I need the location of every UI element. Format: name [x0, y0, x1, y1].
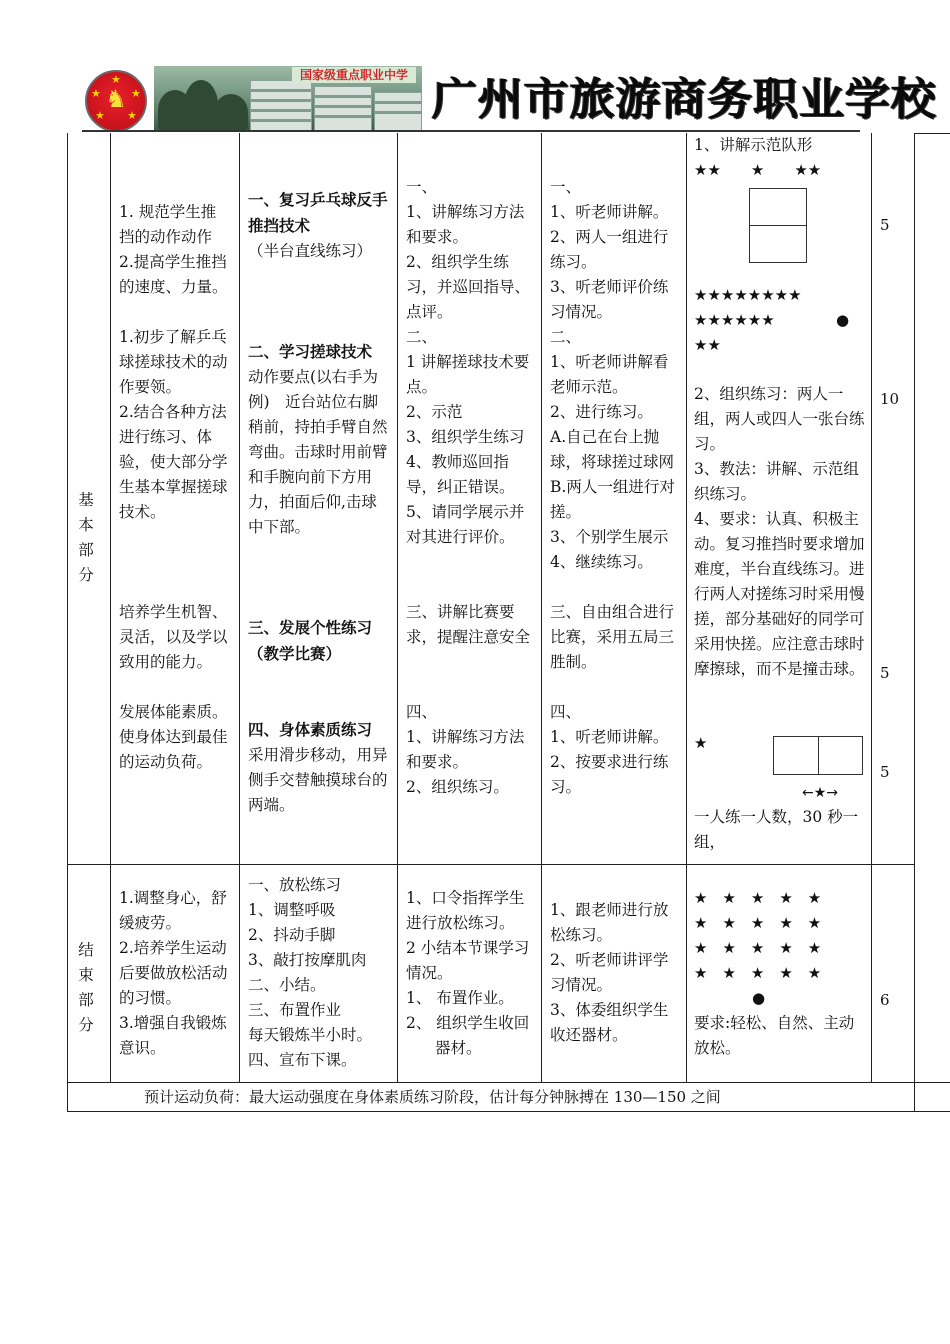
school-name: 广州市旅游商务职业学校: [432, 74, 937, 125]
basic-organization: 1、讲解示范队形 ★★ ★ ★★: [694, 133, 866, 183]
end-stars-row: ★ ★ ★ ★ ★: [694, 964, 822, 982]
content-title-3: 三、发展个性练习（教学比赛）: [248, 618, 373, 663]
end-formation: [694, 886, 866, 1011]
time-c3: 5: [880, 664, 890, 682]
basic-student-activities: 一、 1、听老师讲解。 2、两人一组进行练习。 3、听老师评价练习情况。 二、 1、听老师讲解看老师示范。 2、进行练习。 A.自己在台上抛球，将球搓过球网 B.两人一组进行对搓。 3、个别学生展示 4、继续练习。 三、自由组合进行比赛，采用五局三胜制。 四、 1、听老师讲解。 2、按要求进行练习。: [550, 178, 675, 796]
load-estimate-note: 预计运动负荷：最大运动强度在身体素质练习阶段，估计每分钟脉搏在 130—150 之间: [144, 1088, 721, 1106]
basic-content: 一、复习乒乓球反手推挡技术 （半台直线练习） 二、学习搓球技术 动作要点(以右手为例) 近台站位右脚稍前，持拍手臂自然弯曲。击球时用前臂和手腕向前下方用力，拍面后仰,击球中下部。 三、发展个性练习（教学比赛） 四、身体素质练习 采用滑步移动，用异侧手交替触摸球台的两端。: [248, 190, 388, 814]
content-title-2: 二、学习搓球技术: [248, 342, 373, 361]
formation-stars-row-2: ★★★★★★★★: [694, 286, 802, 304]
horse-icon: ♞: [105, 85, 127, 113]
end-goals: 1.调整身心，舒缓疲劳。 2.培养学生运动后要做放松活动的习惯。 3.增强自我锻炼意识。: [119, 889, 228, 1057]
formation-stars-block: [694, 283, 866, 358]
formation-stars-row-4: ★★: [694, 336, 721, 354]
formation-stars-row-1: ★★ ★ ★★: [694, 161, 822, 179]
end-stars-row: ★ ★ ★ ★ ★: [694, 939, 822, 957]
basic-goals: 1. 规范学生推挡的动作动作 2.提高学生推挡的速度、力量。 1.初步了解乒乓球搓球技术的动作要领。 2.结合各种方法进行练习、体验，使大部分学生基本掌握搓球技术。 培养学生机智、灵活，以及学以致用的能力。 发展体能素质。使身体达到最佳的运动负荷。: [119, 203, 228, 771]
basic-teacher-activities: 一、 1、讲解练习方法和要求。 2、组织学生练习，并巡回指导、点评。 二、 1 讲解搓球技术要点。 2、示范 3、组织学生练习 4、教师巡回指导，纠正错误。 5、请同学展示并对其进行评价。 三、讲解比赛要求，提醒注意安全 四、 1、讲解练习方法和要求。 2、组织练习。: [406, 178, 531, 796]
drill-rule: 一人练一人数，30 秒一组，: [694, 808, 859, 851]
basic-organization-notes: 2、组织练习：两人一组，两人或四人一张台练习。 3、教法：讲解、示范组织练习。 4、要求：认真、积极主动。复习推挡时要求增加难度，半台直线练习。进行两人对搓练习时采用慢搓，部分基础好的同学可采用快搓。应注意击球时摩擦球，而不是撞击球。: [694, 385, 865, 678]
campus-photo: [154, 66, 422, 130]
school-logo: ★ ★ ★ ★ ★ ♞: [85, 70, 147, 132]
school-header: [82, 62, 937, 134]
time-c4: 5: [880, 763, 890, 781]
time-c2: 10: [880, 390, 900, 408]
content-title-1: 一、复习乒乓球反手推挡技术: [248, 190, 388, 235]
end-stars-row: ★ ★ ★ ★ ★: [694, 914, 822, 932]
section-label-basic: 基 本 部 分: [78, 491, 94, 584]
content-title-4: 四、身体素质练习: [248, 720, 373, 739]
time-c1: 5: [880, 216, 890, 234]
single-star-icon: ★: [694, 734, 708, 752]
time-end: 6: [880, 991, 890, 1009]
end-requirement: 要求:轻松、自然、主动放松。: [694, 1014, 855, 1057]
end-student-activities: 1、跟老师进行放松练习。 2、听老师讲评学习情况。 3、体委组织学生收还器材。: [550, 901, 669, 1044]
header-rule: [82, 130, 860, 132]
header-banner: 国家级重点职业中学: [292, 67, 416, 83]
end-stars-row: ★ ★ ★ ★ ★: [694, 889, 822, 907]
arrow-star-icon: ←★→: [802, 785, 839, 801]
formation-stars-row-3: ★★★★★★: [694, 311, 775, 329]
teacher-dot-icon: ●: [752, 989, 766, 1007]
section-label-end: 结 束 部 分: [78, 941, 94, 1034]
end-content: 一、放松练习 1、调整呼吸 2、抖动手脚 3、敲打按摩肌肉 二、小结。 三、布置作业 每天锻炼半小时。 四、宣布下课。: [248, 876, 373, 1069]
teacher-dot-icon: ●: [836, 311, 850, 329]
end-teacher-activities: 1、口令指挥学生进行放松练习。 2 小结本节课学习情况。 1、 布置作业。 2、 组织学生收回器材。: [406, 889, 530, 1057]
